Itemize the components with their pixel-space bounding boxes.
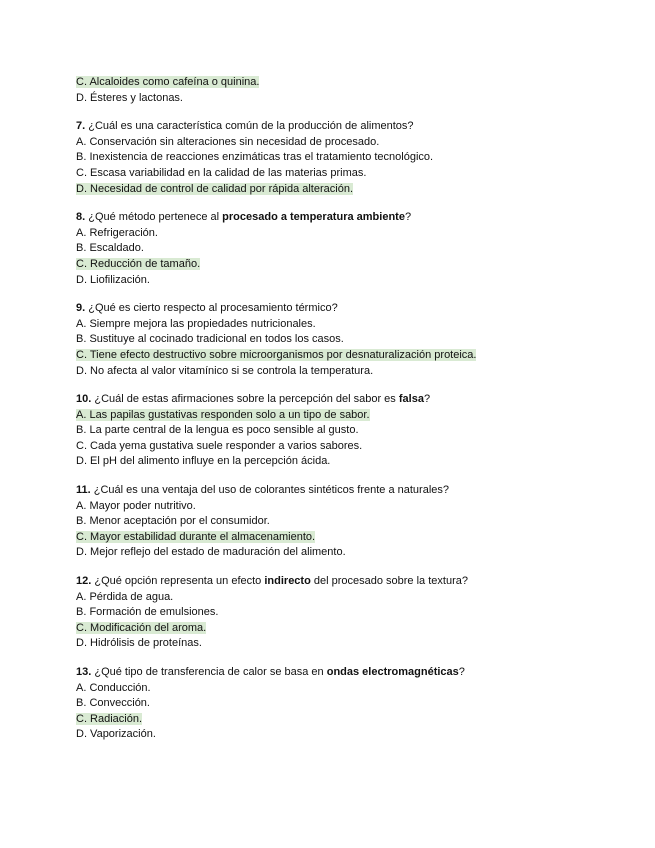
option-text: B. La parte central de la lengua es poco sensible al gusto. [76,424,359,437]
question-number: 10. [76,393,92,406]
option-text: D. Vaporización. [76,728,156,741]
question-number: 11. [76,484,91,497]
option-d [76,364,596,380]
question-text: ¿Qué método pertenece al [85,211,223,224]
option-text: B. Inexistencia de reacciones enzimáticas tras el tratamiento tecnológico. [76,151,434,164]
option-b [76,696,596,712]
document-page [76,75,596,756]
option-text: A. Pérdida de agua. [76,590,174,603]
question-text-end: ? [458,666,465,678]
option-text: C. Reducción de tamaño. [76,257,201,270]
option-d [76,182,596,198]
option-b [76,423,596,439]
question-stem [76,574,596,590]
option-b [76,150,596,166]
question-emphasis: procesado a temperatura ambiente [222,211,405,224]
question-number: 7. [76,120,86,133]
question-block-continued [76,75,596,106]
option-text: B. Sustituye al cocinado tradicional en todos los casos. [76,333,344,346]
question-text: ¿Qué tipo de transferencia de calor se basa en [91,666,327,678]
option-text: C. Tiene efecto destructivo sobre microorganismos por desnaturalización proteica. [76,348,477,361]
question-stem [76,119,596,135]
question-text: ¿Qué es cierto respecto al procesamiento térmico? [85,302,338,315]
option-text: A. Las papilas gustativas responden solo a un tipo de sabor. [76,408,370,421]
option-c [76,712,596,728]
question-block-8 [76,210,596,288]
option-text: D. Ésteres y lactonas. [76,91,183,104]
option-text: C. Escasa variabilidad en la calidad de las materias primas. [76,166,367,179]
question-text: ¿Qué opción representa un efecto [91,575,265,588]
question-number: 9. [76,302,86,315]
option-a [76,408,596,424]
question-block-10 [76,392,596,470]
option-text: D. El pH del alimento influye en la percepción ácida. [76,455,331,468]
question-stem [76,210,596,226]
option-c [76,75,596,91]
option-a [76,590,596,606]
option-c [76,621,596,637]
option-a [76,135,596,151]
option-a [76,499,596,515]
option-d [76,454,596,470]
option-d [76,636,596,652]
option-text: C. Cada yema gustativa suele responder a varios sabores. [76,439,363,452]
option-a [76,317,596,333]
question-block-11 [76,483,596,561]
question-emphasis: ondas electromagnéticas [326,666,459,678]
option-d [76,545,596,561]
question-number: 12. [76,575,92,588]
question-emphasis: falsa [398,393,424,406]
question-text-end: ? [404,211,412,224]
question-number: 13. [76,666,92,678]
question-block-9 [76,301,596,379]
option-c [76,166,596,182]
option-text: B. Menor aceptación por el consumidor. [76,515,270,528]
option-b [76,241,596,257]
option-text: D. No afecta al valor vitamínico si se controla la temperatura. [76,364,374,377]
option-text: B. Convección. [76,697,150,710]
option-d [76,91,596,107]
option-text: B. Formación de emulsiones. [76,606,219,619]
option-text: C. Alcaloides como cafeína o quinina. [76,76,260,88]
question-stem [76,392,596,408]
option-c [76,439,596,455]
option-text: A. Siempre mejora las propiedades nutricionales. [76,317,316,330]
option-text: A. Mayor poder nutritivo. [76,499,196,512]
option-text: D. Mejor reflejo del estado de maduración del alimento. [76,546,346,559]
option-c [76,257,596,273]
question-text: ¿Cuál de estas afirmaciones sobre la percepción del sabor es [91,393,399,406]
option-c [76,348,596,364]
option-b [76,332,596,348]
question-text-end: ? [423,393,431,406]
question-block-7 [76,119,596,197]
option-b [76,514,596,530]
question-block-13 [76,665,596,743]
option-c [76,530,596,546]
option-text: C. Mayor estabilidad durante el almacenamiento. [76,530,316,543]
option-text: A. Conservación sin alteraciones sin necesidad de procesado. [76,135,380,148]
option-d [76,273,596,289]
question-number: 8. [76,211,86,224]
option-text: C. Modificación del aroma. [76,621,207,634]
question-stem [76,301,596,317]
question-stem [76,665,596,681]
option-text: A. Refrigeración. [76,226,158,239]
option-text: D. Hidrólisis de proteínas. [76,637,202,650]
option-text: C. Radiación. [76,712,143,725]
option-b [76,605,596,621]
option-text: D. Liofilización. [76,273,150,286]
question-text-end: del procesado sobre la textura? [310,575,468,588]
option-text: D. Necesidad de control de calidad por rápida alteración. [76,182,353,195]
option-a [76,681,596,697]
question-block-12 [76,574,596,652]
option-text: A. Conducción. [76,681,151,694]
question-stem [76,483,596,499]
question-text: ¿Cuál es una característica común de la producción de alimentos? [85,120,414,133]
option-text: B. Escaldado. [76,242,144,255]
option-d [76,727,596,743]
question-emphasis: indirecto [264,575,311,588]
option-a [76,226,596,242]
question-text: ¿Cuál es una ventaja del uso de colorantes sintéticos frente a naturales? [90,484,450,497]
